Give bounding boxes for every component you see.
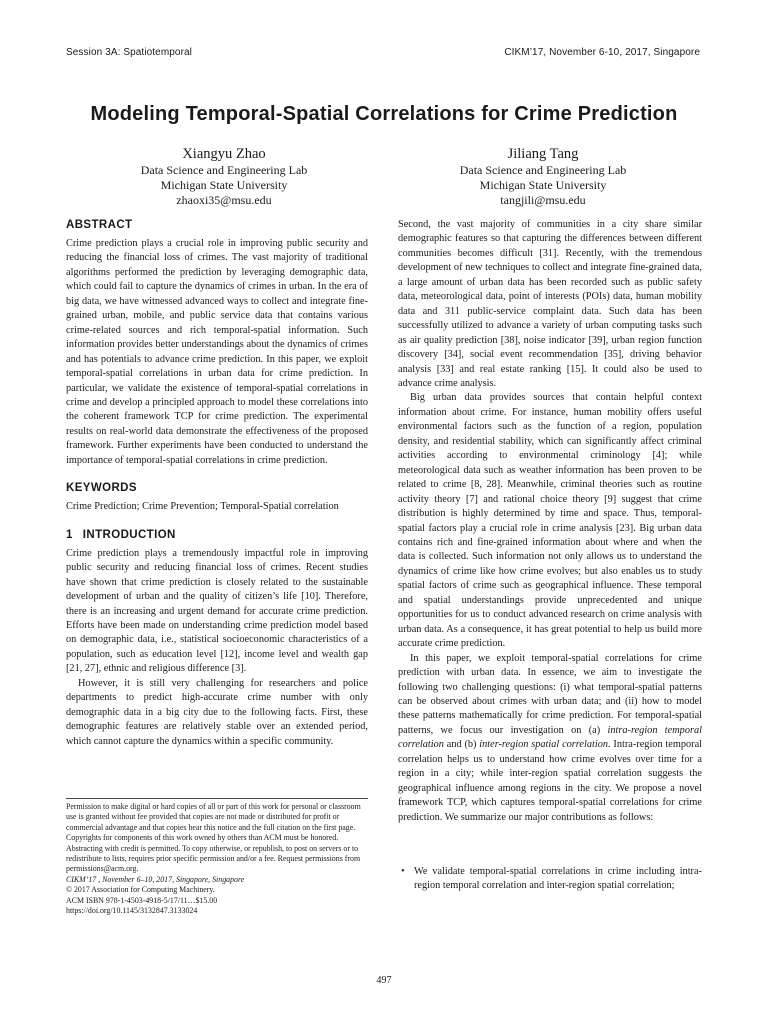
author-email: zhaoxi35@msu.edu xyxy=(176,193,272,207)
running-head-right: CIKM’17, November 6-10, 2017, Singapore xyxy=(504,47,700,58)
intro-paragraph-4: Big urban data provides sources that contain helpful context information about crime. For instance, human mobility offers useful environmental factors such as the function of a region, population density, and residential stability, which can significantly affect criminal activities according to environmental criminology [4]; while meteorological data such as weather information has been proven to be related to crime [8, 28]. Meanwhile, criminal theories such as routine activity theory [7] and rational choice theory [9] suggest that crime distribution is highly determined by time and space. Thus, temporal-spatial factors play a crucial role in crime analysis [23]. Big urban data contains rich and fine-grained information about where and when the data is collected. Such information not only allows us to understand the dynamics of crime like how crime evolves; but also enables us to study spatial factors of crime such as geographical influence. These temporal and spatial understandings provide unprecedented and unique opportunities for us to conduct advanced research on crime analysis with urban data. As a consequence, it has great potential to help us build more accurate crime prediction. xyxy=(398,392,702,650)
author-university: Michigan State University xyxy=(479,178,607,192)
copyright-line: © 2017 Association for Computing Machinery. xyxy=(66,885,215,895)
keywords-heading: KEYWORDS xyxy=(66,482,137,495)
isbn-line: ACM ISBN 978-1-4503-4918-5/17/11…$15.00 xyxy=(66,895,218,905)
left-column xyxy=(66,218,368,749)
author-block-2 xyxy=(393,145,693,208)
abstract-heading: ABSTRACT xyxy=(66,219,133,231)
section-number: 1 xyxy=(66,528,73,541)
copyright-footnote xyxy=(66,798,368,916)
doi-link[interactable]: https://doi.org/10.1145/3132847.3133024 xyxy=(66,906,198,916)
list-item: • We validate temporal-spatial correlations in crime including intra-region temporal correlation and inter-region spatial correlation; xyxy=(401,866,702,892)
paper-title: Modeling Temporal-Spatial Correlations for Crime Prediction xyxy=(90,103,678,125)
section-title: INTRODUCTION xyxy=(82,528,176,541)
intro-paragraph-5: In this paper, we exploit temporal-spatial correlations for crime prediction with urban data. In essence, we aim to investigate the following two challenging questions: (i) what temporal-spatial patterns can be observed about crimes with urban data; and (ii) how to model these patterns mathematically for crime prediction. For temporal-spatial patterns, we focus our investigation on (a) intra-region temporal correlation and (b) inter-region spatial correlation. Intra-region temporal correlation helps us to understand how crime evolves over time for a region in a city; while inter-region spatial correlation suggests the geographical influence among regions in the city. We propose a novel framework TCP, which captures temporal-spatial correlations for crime prediction. We summarize our major contributions as follows: xyxy=(398,652,703,823)
author-university: Michigan State University xyxy=(160,178,288,192)
author-block-1 xyxy=(74,145,374,208)
author-affiliation: Data Science and Engineering Lab xyxy=(459,163,627,177)
author-name: Jiliang Tang xyxy=(507,146,579,162)
page-number: 497 xyxy=(376,975,392,986)
intro-paragraph-1: Crime prediction plays a tremendously impactful role in improving public security and reducing financial loss of crimes. Recent studies have shown that crime prediction is closely related to the sustainable development of urban and the quality of citizen’s life [10]. Therefore, there is an increasing and urgent demand for accurate crime prediction. Efforts have been made on understanding crime prediction model based on demographic data, i.e., statistical socioeconomic characteristics of a population, such as education level [12], income level and wealth gap [21, 27], ethnic and religious difference [3]. xyxy=(66,547,368,675)
conference-info: CIKM’17 , November 6–10, 2017, Singapore, Singapore xyxy=(66,874,245,884)
right-column xyxy=(398,218,702,825)
permission-notice: Permission to make digital or hard copies of all or part of this work for personal or classroom use is granted without fee provided that copies are not made or distributed for profit or commercial advantage and that copies bear this notice and the full citation on the first page. Copyrights for components of this work owned by others than ACM must be honored. Abstracting with credit is permitted. To copy otherwise, or republish, to post on servers or to redistribute to lists, requires prior specific permission and/or a fee. Request permissions from permissions@acm.org. xyxy=(66,802,361,874)
author-affiliation: Data Science and Engineering Lab xyxy=(140,163,308,177)
introduction-heading xyxy=(66,528,368,542)
bullet-icon: • xyxy=(401,866,405,877)
contributions-list xyxy=(398,865,702,894)
intra-region-term: intra-region temporal correlation xyxy=(398,724,702,751)
inter-region-term: inter-region spatial correlation xyxy=(479,739,609,751)
intro-paragraph-3: Second, the vast majority of communities in a city share similar demographic features so that capturing the differences between different communities becomes difficult [31]. Recently, with the tremendous development of new techniques to collect and integrate fine-grained data, a large amount of urban data has been recorded such as public safety data, meteorological data, point of interests (POIs) data, human mobility data and 311 public-service complaint data. Such data has been successfully utilized to advance a variety of urban computing tasks such as air quality prediction [38], noise indicator [39], urban region function discovery [34], social event recommendation [35], driving behavior analysis [33] and real estate ranking [15]. It could also be used to advance crime analysis. xyxy=(398,219,702,389)
intro-paragraph-2: However, it is still very challenging for researchers and police departments to predict high-accurate crime number with only demographic data in a big city due to the following facts. First, these demographic features are relatively stable over an extended period, which cannot capture the dynamics within a specific community. xyxy=(66,677,368,747)
author-name: Xiangyu Zhao xyxy=(182,146,266,162)
running-head-left: Session 3A: Spatiotemporal xyxy=(66,47,193,58)
keywords-text: Crime Prediction; Crime Prevention; Temporal-Spatial correlation xyxy=(66,501,339,513)
abstract-text: Crime prediction plays a crucial role in improving public security and reducing the financial loss of crimes. The vast majority of traditional algorithms performed the prediction by leveraging demographic data, which could fail to capture the dynamics of crimes in urban. In the era of big data, we have witnessed advanced ways to collect and integrate fine-grained urban, mobile, and public service data that contains various crime-related sources and rich temporal-spatial information. Such information provides better understandings about the dynamics of crimes and has potentials to advance crime prediction. In this paper, we exploit temporal-spatial correlations in urban data for crime prediction. In particular, we validate the existence of temporal-spatial correlations in crime and develop a principled approach to model these correlations into the coherent framework TCP for crime prediction. The experimental results on real-world data demonstrate the effectiveness of the proposed framework. Further experiments have been conducted to understand the importance of temporal-spatial correlations in crime prediction. xyxy=(66,238,368,466)
author-email: tangjili@msu.edu xyxy=(500,193,586,207)
